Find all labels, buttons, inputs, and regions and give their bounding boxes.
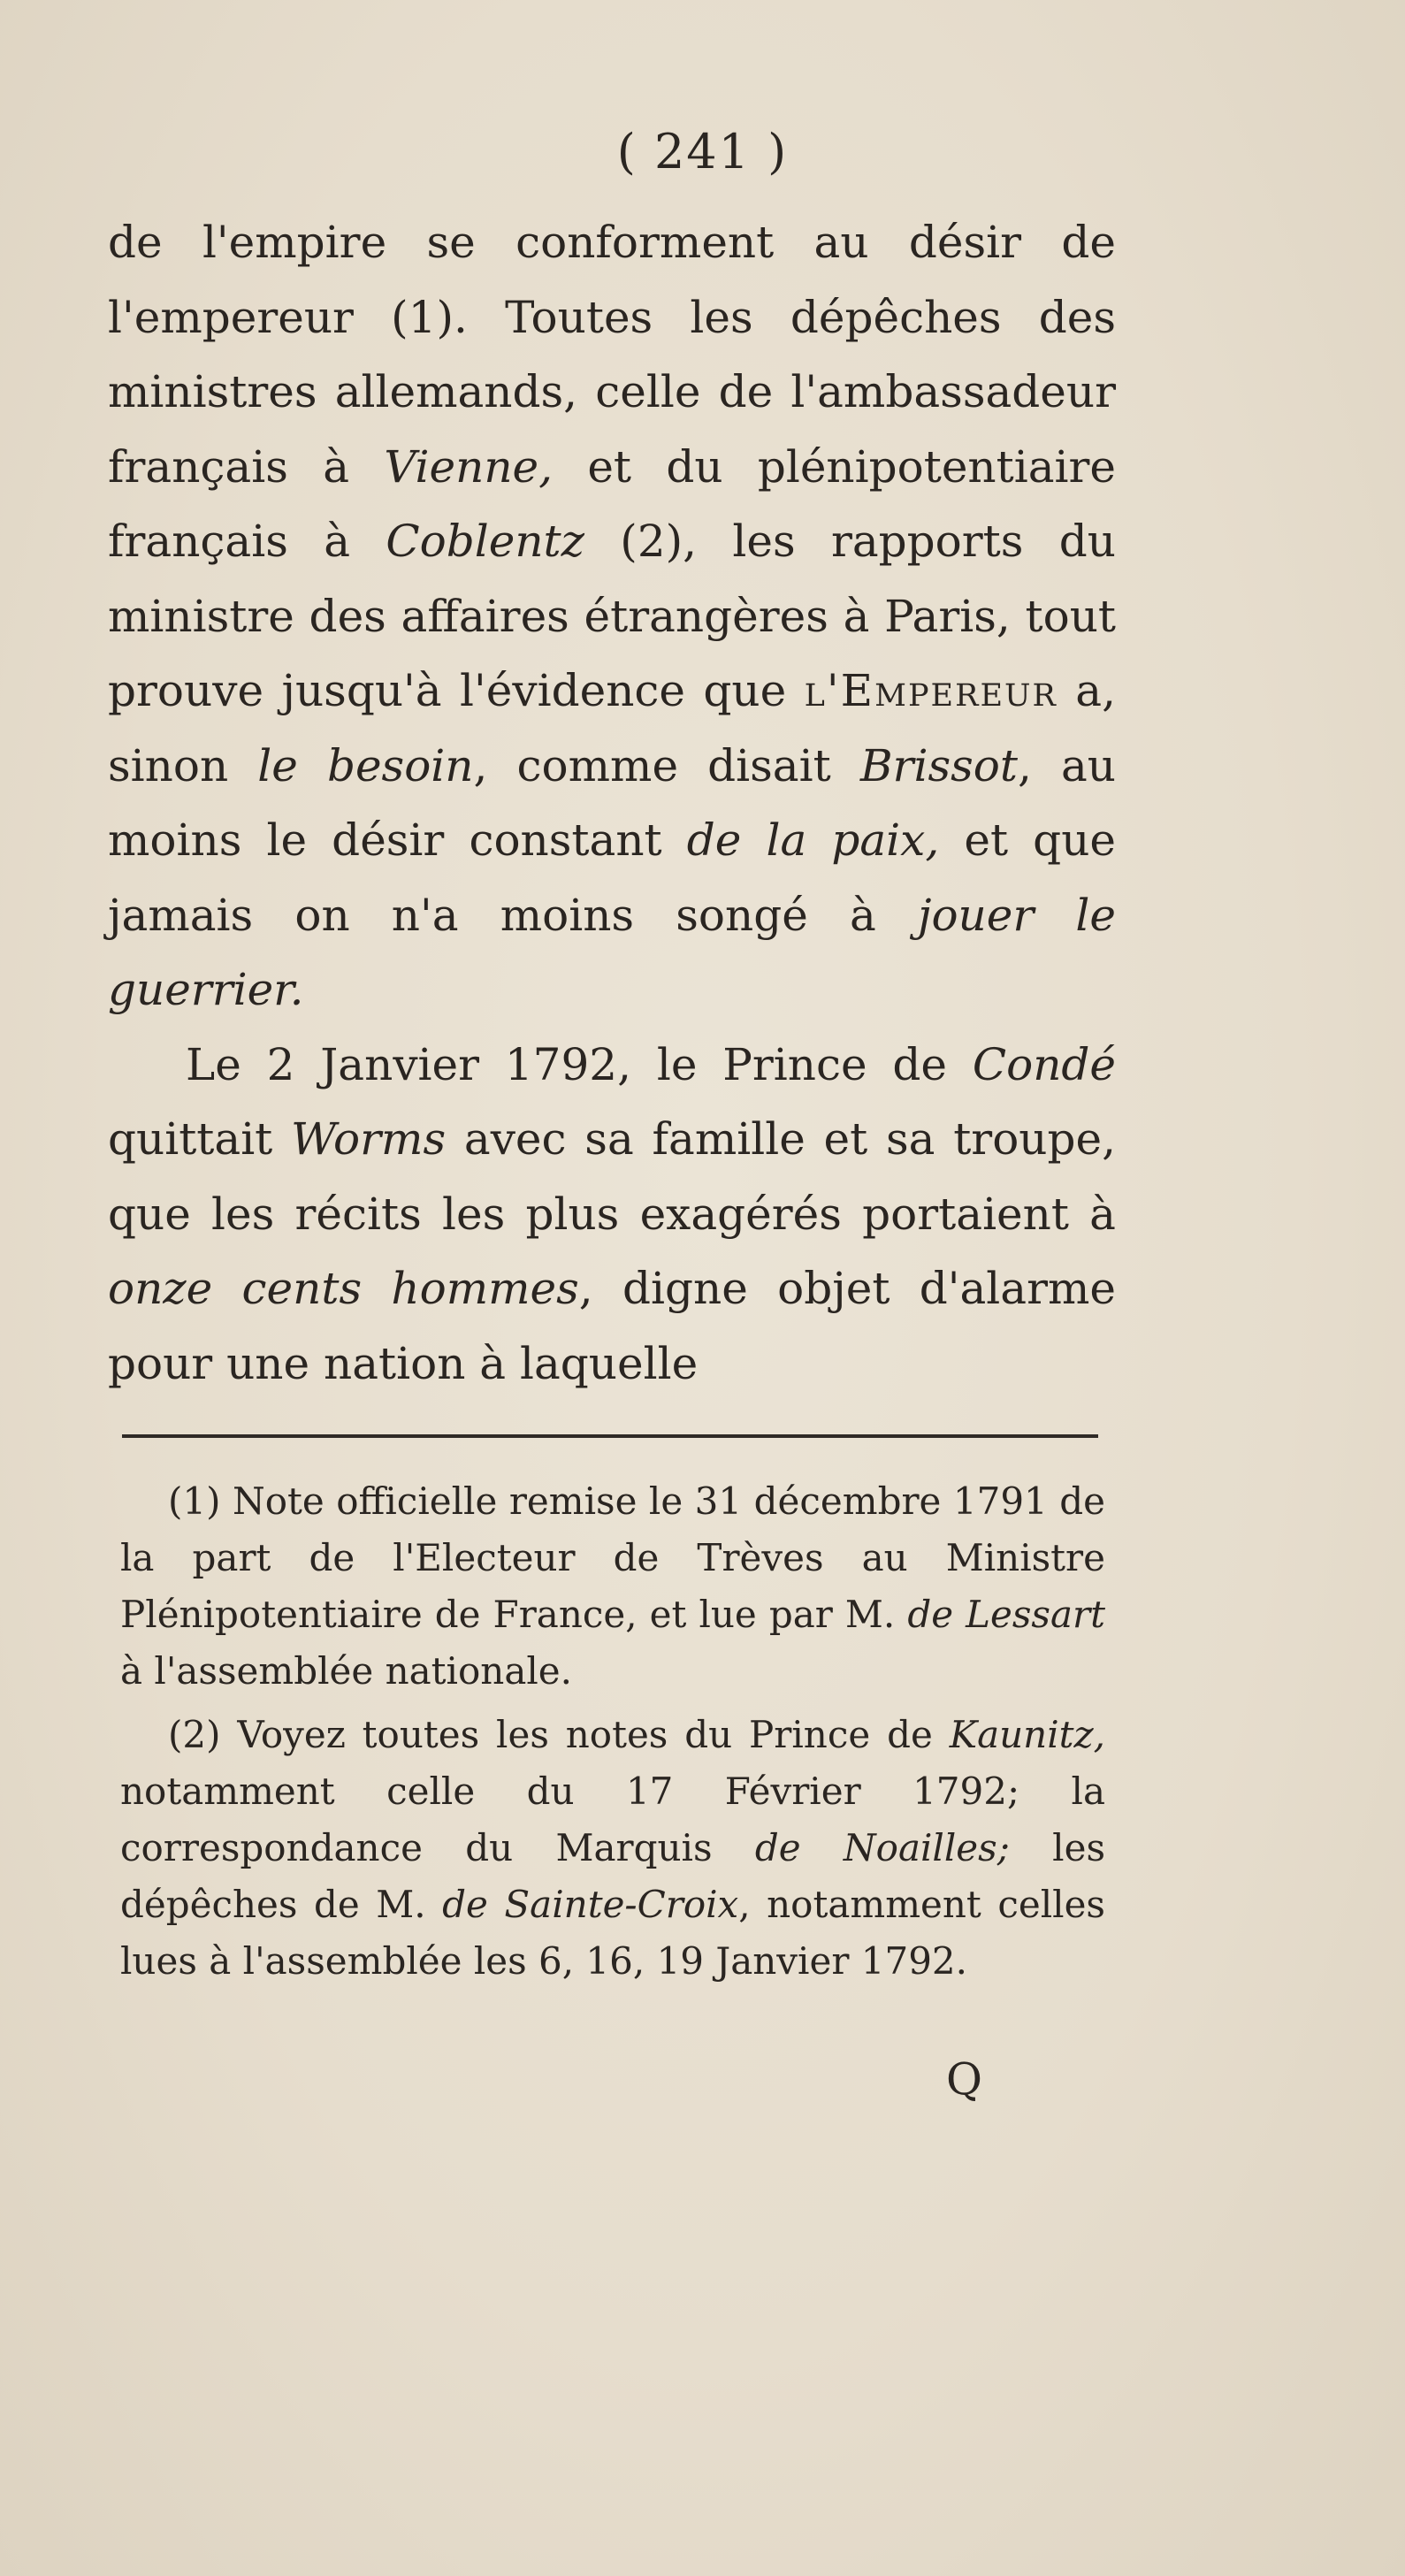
text-run: les dépêches de M. <box>120 1826 1105 1926</box>
paragraph-1 <box>108 205 1116 1028</box>
text-run: à l'assemblée nationale. <box>120 1649 572 1693</box>
italic-le-besoin: le besoin <box>257 739 474 791</box>
small-caps-empereur: l'Empereur <box>804 665 1058 716</box>
text-run: Le 2 Janvier 1792, le Prince de <box>186 1038 973 1090</box>
name-de-sainte-croix: de Sainte-Croix <box>442 1883 739 1926</box>
place-worms: Worms <box>291 1113 447 1165</box>
text-run: (1) Note officielle remise le 31 décembre 1791 de la part de l'Electeur de Trèves au Ministre Plénipotentiaire de France, et lue par M. <box>120 1479 1105 1636</box>
italic-de-la-paix: de la paix, <box>686 814 940 866</box>
name-de-noailles: de Noailles; <box>754 1826 1010 1869</box>
page-number: ( 241 ) <box>616 124 789 180</box>
signature-mark: Q <box>946 2053 982 2105</box>
text-run: notamment celle du 17 Février 1792; la correspondance du Marquis <box>120 1770 1105 1869</box>
text-run: avec sa famille et sa troupe, que les récits les plus exagérés portaient à <box>108 1113 1116 1240</box>
text-run: et du plénipotentiaire français à <box>108 440 1116 567</box>
place-coblentz: Coblentz <box>386 516 584 567</box>
name-conde: Condé <box>972 1038 1116 1090</box>
italic-onze-cents-hommes: onze cents hommes <box>108 1263 579 1314</box>
name-kaunitz: Kaunitz, <box>949 1713 1105 1756</box>
footnote-1 <box>120 1473 1105 1700</box>
text-run: quittait <box>108 1113 292 1165</box>
footnotes <box>120 1473 1105 1997</box>
text-run: , comme disait <box>473 739 860 791</box>
name-brissot: Brissot <box>859 739 1018 791</box>
footnote-2 <box>120 1707 1105 1990</box>
main-text <box>108 205 1116 1401</box>
text-run: , notamment celles lues à l'assemblée les 6, 16, 19 Janvier 1792. <box>120 1883 1105 1983</box>
paragraph-2 <box>108 1028 1116 1402</box>
text-run: (2) Voyez toutes les notes du Prince de <box>168 1713 950 1756</box>
text-run: et que jamais on n'a moins songé à <box>108 814 1116 941</box>
text-run: a, sinon <box>108 665 1116 791</box>
text-run: , digne objet d'alarme pour une nation à laquelle <box>108 1263 1116 1389</box>
italic-jouer-le-guerrier: jouer le guerrier. <box>108 889 1116 1015</box>
text-run: de l'empire se conforment au désir de l'empereur (1). Toutes les dépêches des ministres allemands, celle de l'ambassadeur français à <box>108 217 1116 493</box>
place-vienne: Vienne, <box>384 440 554 493</box>
text-run: , au moins le désir constant <box>108 739 1116 866</box>
name-de-lessart: de Lessart <box>907 1593 1105 1636</box>
text-run: (2), les rapports du ministre des affaires étrangères à Paris, tout prouve jusqu'à l'évidence que <box>108 516 1116 716</box>
footnote-divider <box>122 1434 1098 1438</box>
